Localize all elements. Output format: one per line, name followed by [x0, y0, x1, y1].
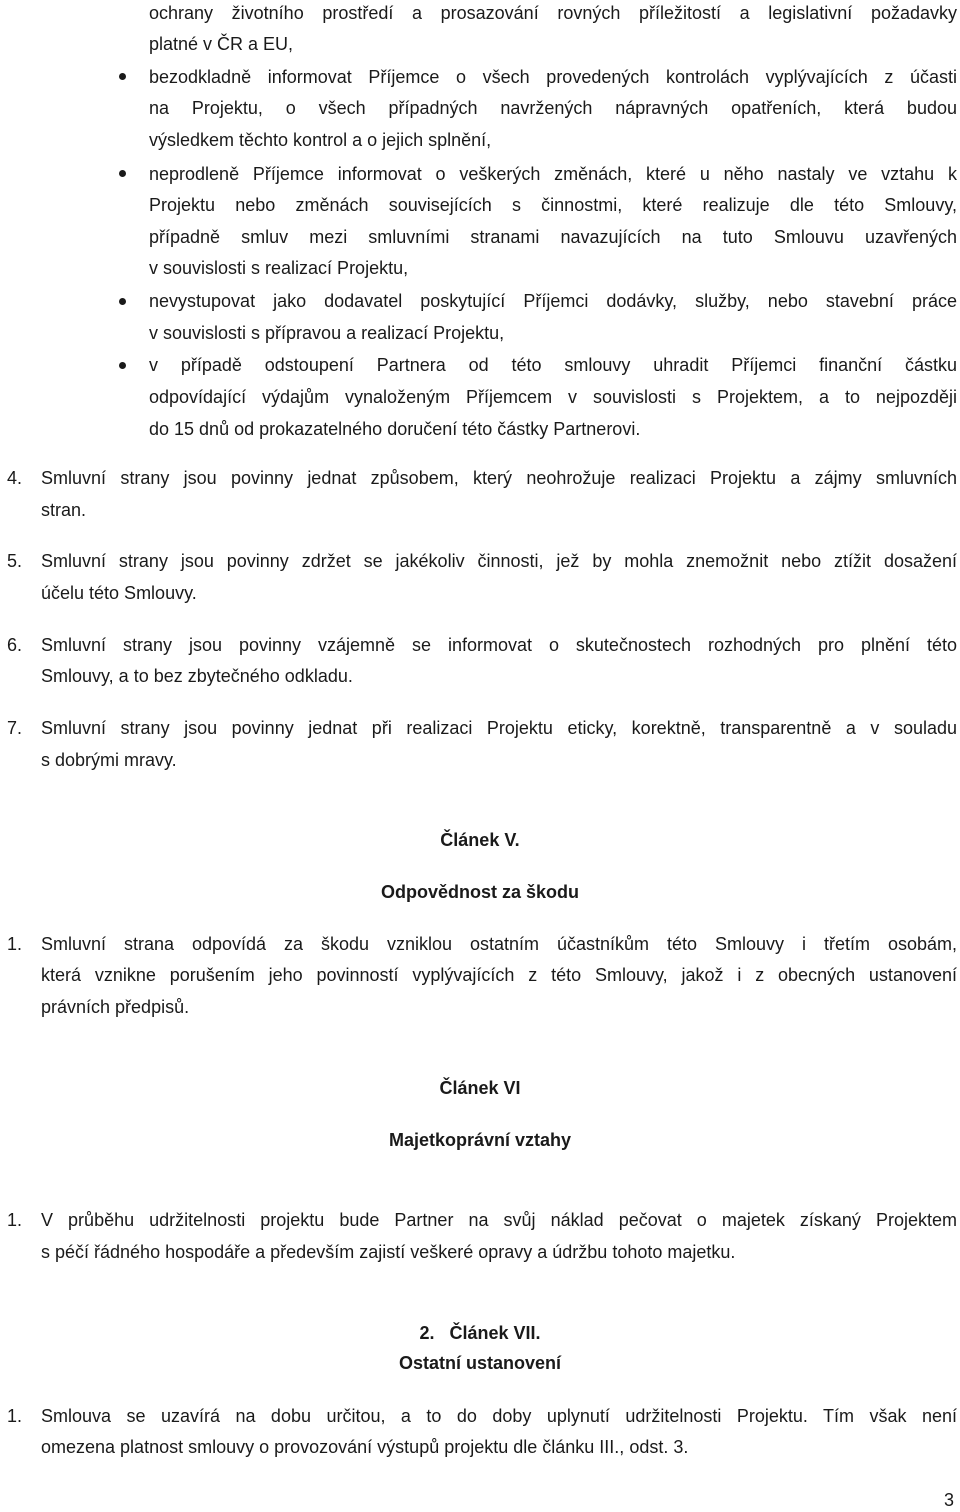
paragraph-line: právních předpisů.: [41, 997, 190, 1017]
paragraph-line: Smluvní strana odpovídá za škodu vzniklou ostatním účastníkům této Smlouvy i třetím osobám,: [41, 934, 957, 954]
paragraph-line: Smluvní strany jsou povinny vzájemně se informovat o skutečnostech rozhodných pro plnění této: [41, 635, 957, 655]
bullet-dot: [119, 73, 126, 80]
bullet-line: neprodleně Příjemce informovat o veškerých změnách, které u něho nastaly ve vztahu k: [149, 164, 957, 184]
paragraph-number: 1.: [7, 1406, 23, 1426]
bullet-dot: [119, 170, 126, 177]
paragraph-line: s dobrými mravy.: [41, 750, 177, 770]
bullet-dot: [119, 298, 126, 305]
paragraph-line: s péčí řádného hospodáře a především zajistí veškeré opravy a údržbu tohoto majetku.: [41, 1242, 736, 1262]
bullet-line: v souvislosti s realizací Projektu,: [149, 258, 409, 278]
paragraph-number: 1.: [7, 1210, 23, 1230]
bullet-dot: [119, 362, 126, 369]
paragraph-number: 7.: [7, 718, 23, 738]
paragraph-line: omezena platnost smlouvy o provozování výstupů projektu dle článku III., odst. 3.: [41, 1437, 689, 1457]
paragraph-line: která vznikne porušením jeho povinností vyplývajících z této Smlouvy, jakož i z obecných ustanovení: [41, 965, 957, 985]
paragraph-line: Smluvní strany jsou povinny zdržet se jakékoliv činnosti, jež by mohla znemožnit nebo ztížit dosažení: [41, 551, 957, 571]
bullet-line: nevystupovat jako dodavatel poskytující Příjemci dodávky, služby, nebo stavební práce: [149, 291, 957, 311]
article-heading: Článek VI: [439, 1078, 521, 1098]
paragraph-line: účelu této Smlouvy.: [41, 583, 197, 603]
bullet-line: v případě odstoupení Partnera od této smlouvy uhradit Příjemci finanční částku: [149, 355, 957, 375]
bullet-line: Projektu nebo změnách souvisejících s činnostmi, které realizuje dle této Smlouvy,: [149, 195, 957, 215]
paragraph-line: V průběhu udržitelnosti projektu bude Partner na svůj náklad pečovat o majetek získaný Projektem: [41, 1210, 957, 1230]
paragraph-line: stran.: [41, 500, 87, 520]
article-heading: 2. Článek VII.: [419, 1323, 541, 1343]
bullet-line: výsledkem těchto kontrol a o jejich splnění,: [149, 130, 492, 150]
article-title: Odpovědnost za škodu: [380, 882, 580, 902]
paragraph-line: Smluvní strany jsou povinny jednat při realizaci Projektu eticky, korektně, transparentně a v souladu: [41, 718, 957, 738]
article-title: Majetkoprávní vztahy: [388, 1130, 572, 1150]
paragraph-number: 5.: [7, 551, 23, 571]
paragraph-line: Smluvní strany jsou povinny jednat způsobem, který neohrožuje realizaci Projektu a zájmy smluvních: [41, 468, 957, 488]
bullet-line: případně smluv mezi smluvními stranami navazujících na tuto Smlouvu uzavřených: [149, 227, 957, 247]
bullet-line: platné v ČR a EU,: [149, 34, 294, 54]
page-number: 3: [943, 1490, 954, 1510]
bullet-line: do 15 dnů od prokazatelného doručení této částky Partnerovi.: [149, 419, 641, 439]
paragraph-number: 4.: [7, 468, 23, 488]
bullet-line: na Projektu, o všech případných navržených nápravných opatřeních, která budou: [149, 98, 957, 118]
paragraph-number: 1.: [7, 934, 23, 954]
paragraph-line: Smlouva se uzavírá na dobu určitou, a to do doby uplynutí udržitelnosti Projektu. Tím však není: [41, 1406, 957, 1426]
bullet-line: bezodkladně informovat Příjemce o všech provedených kontrolách vyplývajících z účasti: [149, 67, 957, 87]
paragraph-line: Smlouvy, a to bez zbytečného odkladu.: [41, 666, 353, 686]
bullet-line: odpovídající výdajům vynaloženým Příjemcem v souvislosti s Projektem, a to nejpozději: [149, 387, 957, 407]
bullet-line: v souvislosti s přípravou a realizací Projektu,: [149, 323, 505, 343]
article-heading: Článek V.: [440, 830, 520, 850]
paragraph-number: 6.: [7, 635, 23, 655]
bullet-line: ochrany životního prostředí a prosazování rovných příležitostí a legislativní požadavky: [149, 3, 957, 23]
article-title: Ostatní ustanovení: [398, 1353, 562, 1373]
